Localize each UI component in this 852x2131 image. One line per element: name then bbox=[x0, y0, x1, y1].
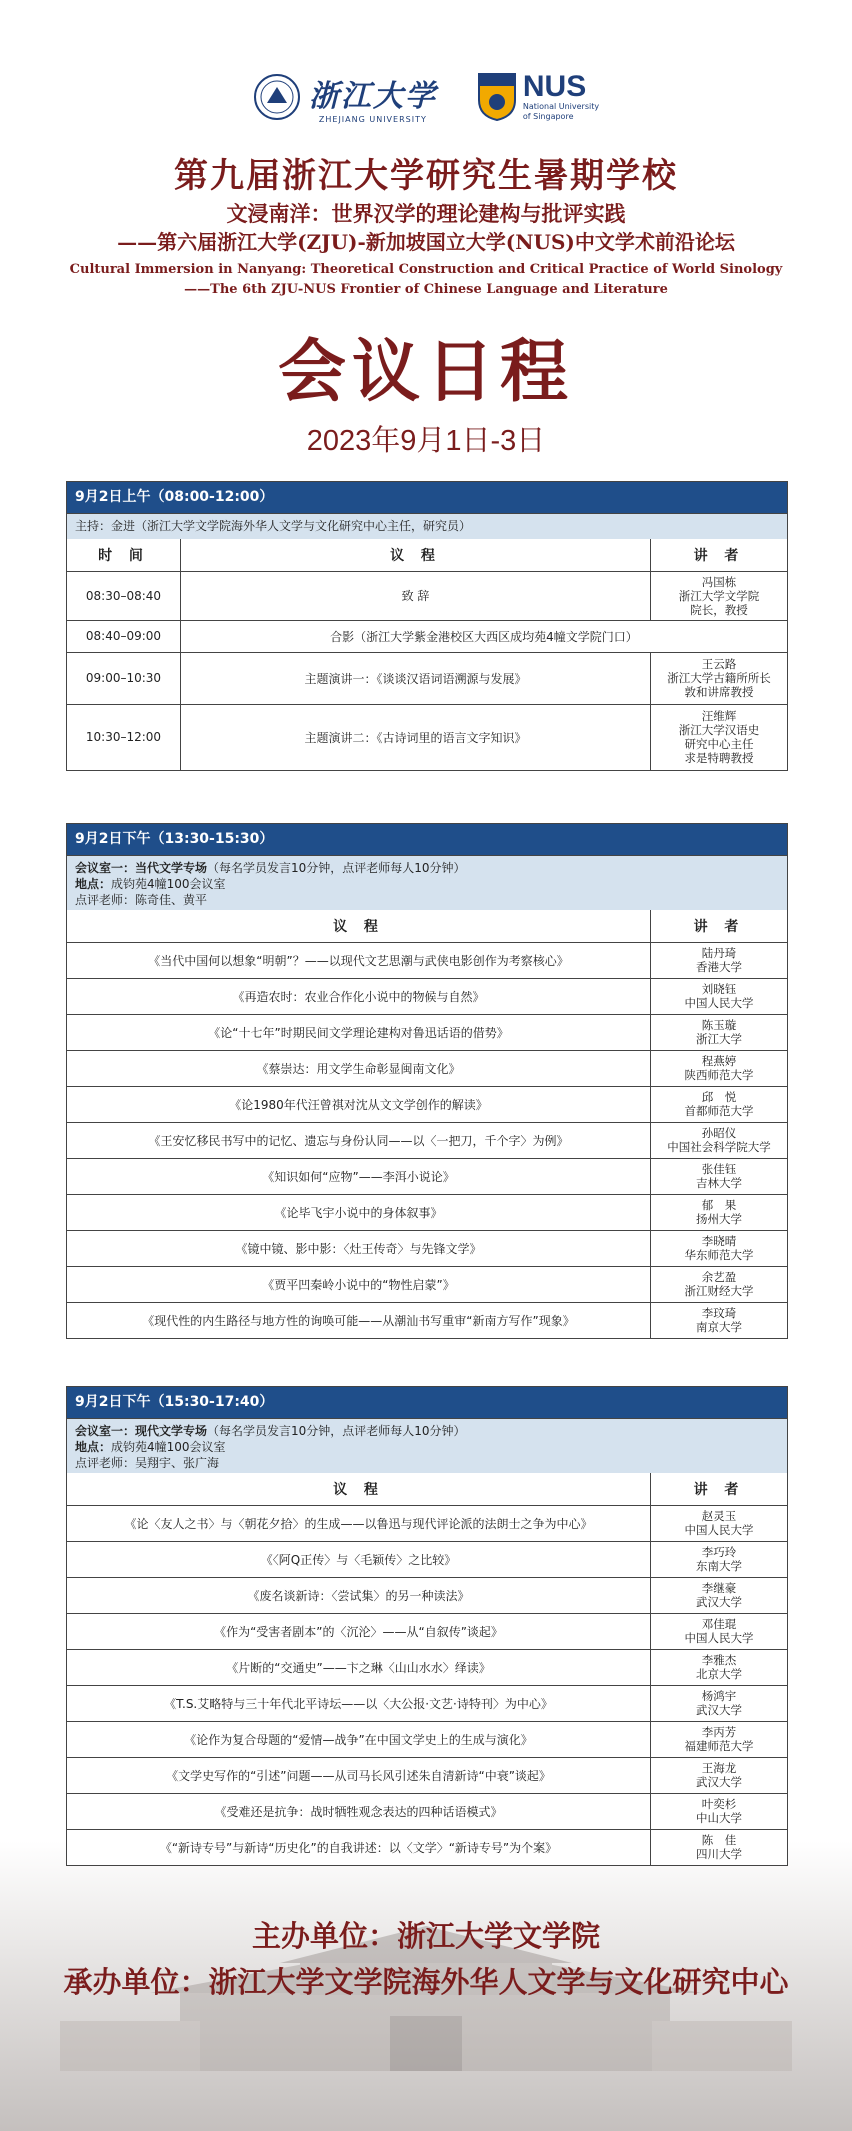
table-row bbox=[67, 1158, 787, 1194]
subtitle-theme: 文浸南洋：世界汉学的理论建构与批评实践 bbox=[226, 201, 626, 226]
session-header: 9月2日下午（15:30-17:40） bbox=[67, 1387, 787, 1418]
row-speaker bbox=[651, 1158, 788, 1194]
row-speaker bbox=[651, 1505, 788, 1541]
row-agenda: 《片断的“交通史”——卞之琳〈山山水水〉绎读》 bbox=[67, 1649, 651, 1685]
row-agenda: 《知识如何“应物”——李洱小说论》 bbox=[67, 1158, 651, 1194]
speaker-affiliation: 陕西师范大学 bbox=[684, 1068, 754, 1082]
table-row bbox=[67, 1014, 787, 1050]
speaker-name: 刘晓钰 bbox=[701, 982, 737, 996]
col-agenda: 议 程 bbox=[67, 1473, 651, 1505]
place: 成钧苑4幢100会议室 bbox=[111, 877, 226, 891]
row-speaker bbox=[651, 1829, 788, 1865]
row-time: 08:30–08:40 bbox=[67, 571, 181, 620]
nus-subtitle-1: National University bbox=[522, 102, 600, 111]
subtitle-forum: ——第六届浙江大学(ZJU)-新加坡国立大学(NUS)中文学术前沿论坛 bbox=[117, 230, 735, 254]
table-row bbox=[67, 1757, 787, 1793]
nus-logo bbox=[477, 72, 599, 122]
session-info bbox=[67, 855, 787, 910]
speaker-name: 李玟琦 bbox=[701, 1306, 737, 1321]
speaker-name: 李雅杰 bbox=[701, 1653, 737, 1667]
speaker-name: 冯国栋 bbox=[701, 574, 737, 589]
speaker-affiliation: 浙江大学汉语史 bbox=[678, 723, 760, 738]
subtitle-en-theme: Cultural Immersion in Nanyang: Theoretical Construction and Critical Practice of World Sinology bbox=[69, 262, 783, 277]
speaker-affiliation: 北京大学 bbox=[696, 1667, 742, 1681]
reviewers: 点评老师：陈奇佳、黄平 bbox=[75, 893, 208, 907]
speaker-name: 李晓晴 bbox=[701, 1234, 737, 1248]
table-header-row bbox=[67, 539, 787, 571]
row-agenda: 《受难还是抗争：战时牺牲观念表达的四种话语模式》 bbox=[67, 1793, 651, 1829]
speaker-affiliation: 南京大学 bbox=[696, 1320, 742, 1335]
speaker-affiliation: 福建师范大学 bbox=[684, 1739, 754, 1753]
table-row bbox=[67, 1050, 787, 1086]
table-row bbox=[67, 1829, 787, 1865]
session-header: 9月2日下午（13:30-15:30） bbox=[67, 824, 787, 855]
page-title: 第九届浙江大学研究生暑期学校 bbox=[174, 156, 678, 196]
table-row bbox=[67, 1505, 787, 1541]
table-row bbox=[67, 1302, 787, 1338]
table-header-row bbox=[67, 1473, 787, 1505]
speaker-affiliation: 吉林大学 bbox=[696, 1176, 742, 1190]
speaker-name: 郁 果 bbox=[701, 1198, 737, 1212]
row-agenda: 《论毕飞宇小说中的身体叙事》 bbox=[67, 1194, 651, 1230]
speaker-affiliation: 浙江财经大学 bbox=[684, 1284, 754, 1298]
speaker-name: 陆丹琦 bbox=[701, 946, 737, 960]
table-row bbox=[67, 620, 787, 652]
room-label: 会议室一：当代文学专场 bbox=[75, 861, 208, 875]
session-host: 主持：金进（浙江大学文学院海外华人文学与文化研究中心主任，研究员） bbox=[67, 513, 787, 539]
table-row bbox=[67, 1649, 787, 1685]
zju-emblem-icon bbox=[253, 73, 301, 121]
speaker-affiliation: 武汉大学 bbox=[696, 1595, 742, 1609]
speaker-name: 赵灵玉 bbox=[701, 1509, 737, 1523]
table-row bbox=[67, 1194, 787, 1230]
row-agenda: 《论作为复合母题的“爱情—战争”在中国文学史上的生成与演化》 bbox=[67, 1721, 651, 1757]
speaker-name: 邱 悦 bbox=[701, 1090, 737, 1104]
host-unit: 承办单位：浙江大学文学院海外华人文学与文化研究中心 bbox=[63, 1965, 789, 1999]
speaker-name: 李继豪 bbox=[701, 1581, 737, 1595]
row-speaker bbox=[651, 1230, 788, 1266]
row-speaker bbox=[651, 1793, 788, 1829]
speaker-affiliation: 香港大学 bbox=[696, 960, 742, 974]
table-row bbox=[67, 1266, 787, 1302]
row-time: 08:40–09:00 bbox=[67, 620, 181, 652]
row-agenda: 主题演讲二：《古诗词里的语言文字知识》 bbox=[181, 704, 651, 770]
row-agenda: 《“新诗专号”与新诗“历史化”的自我讲述：以〈文学〉“新诗专号”为个案》 bbox=[67, 1829, 651, 1865]
row-agenda: 《论“十七年”时期民间文学理论建构对鲁迅话语的借势》 bbox=[67, 1014, 651, 1050]
speaker-name: 孙昭仪 bbox=[701, 1126, 737, 1140]
speaker-name: 汪维辉 bbox=[701, 709, 737, 724]
place: 成钧苑4幢100会议室 bbox=[111, 1440, 226, 1454]
zju-logo bbox=[253, 71, 437, 124]
speaker-name: 王海龙 bbox=[701, 1761, 737, 1775]
row-agenda: 《蔡崇达：用文学生命彰显闽南文化》 bbox=[67, 1050, 651, 1086]
table-row bbox=[67, 704, 787, 770]
row-speaker bbox=[651, 1613, 788, 1649]
agenda-heading: 会议日程 bbox=[277, 332, 574, 412]
row-time: 09:00–10:30 bbox=[67, 652, 181, 704]
speaker-name: 王云路 bbox=[701, 657, 737, 671]
row-agenda: 《废名谈新诗：〈尝试集〉的另一种读法》 bbox=[67, 1577, 651, 1613]
table-row bbox=[67, 942, 787, 978]
row-agenda: 《镜中镜、影中影：〈灶王传奇〉与先锋文学》 bbox=[67, 1230, 651, 1266]
session-morning bbox=[66, 481, 788, 771]
row-speaker bbox=[651, 704, 788, 770]
row-agenda: 《当代中国何以想象“明朝”？——以现代文艺思潮与武侠电影创作为考察核心》 bbox=[67, 942, 651, 978]
speaker-affiliation: 武汉大学 bbox=[696, 1703, 742, 1717]
row-agenda: 《文学史写作的“引述”问题——从司马长风引述朱自清新诗“中衰”谈起》 bbox=[67, 1757, 651, 1793]
speaker-affiliation: 扬州大学 bbox=[696, 1212, 742, 1226]
table-row bbox=[67, 1577, 787, 1613]
row-speaker bbox=[651, 1266, 788, 1302]
speaker-affiliation: 华东师范大学 bbox=[684, 1248, 754, 1262]
speaker-affiliation: 中国人民大学 bbox=[684, 1631, 754, 1645]
place-label: 地点： bbox=[75, 877, 112, 891]
nus-subtitle-2: of Singapore bbox=[522, 112, 574, 121]
event-date: 2023年9月1日-3日 bbox=[306, 425, 546, 457]
row-agenda: 《贾平凹秦岭小说中的“物性启蒙”》 bbox=[67, 1266, 651, 1302]
row-agenda: 主题演讲一：《谈谈汉语词语溯源与发展》 bbox=[181, 652, 651, 704]
row-speaker bbox=[651, 978, 788, 1014]
table-row bbox=[67, 652, 787, 704]
row-agenda: 《T.S.艾略特与三十年代北平诗坛——以〈大公报·文艺·诗特刊〉为中心》 bbox=[67, 1685, 651, 1721]
speaker-affiliation: 首都师范大学 bbox=[684, 1104, 754, 1118]
speaker-name: 邓佳琨 bbox=[701, 1617, 737, 1631]
table-header-row bbox=[67, 910, 787, 942]
col-agenda: 议 程 bbox=[67, 910, 651, 942]
row-agenda: 《〈阿Q正传〉与〈毛颖传〉之比较》 bbox=[67, 1541, 651, 1577]
table-row bbox=[67, 571, 787, 620]
nus-crest-icon bbox=[477, 72, 517, 122]
speaker-affiliation: 四川大学 bbox=[696, 1847, 742, 1862]
table-row bbox=[67, 1086, 787, 1122]
session-table bbox=[67, 539, 787, 770]
row-agenda: 《现代性的内生路径与地方性的询唤可能——从潮汕书写重审“新南方写作”现象》 bbox=[67, 1302, 651, 1338]
room-note: （每名学员发言10分钟，点评老师每人10分钟） bbox=[207, 861, 466, 875]
speaker-affiliation: 浙江大学文学院 bbox=[678, 588, 760, 603]
row-speaker bbox=[651, 571, 788, 620]
row-agenda: 《论〈友人之书〉与〈朝花夕拾〉的生成——以鲁迅与现代评论派的法朗士之争为中心》 bbox=[67, 1505, 651, 1541]
row-agenda: 致 辞 bbox=[181, 571, 651, 620]
table-row bbox=[67, 978, 787, 1014]
speaker-title: 求是特聘教授 bbox=[684, 751, 754, 766]
row-speaker bbox=[651, 1541, 788, 1577]
row-agenda: 《作为“受害者剧本”的〈沉沦〉——从“自叙传”谈起》 bbox=[67, 1613, 651, 1649]
row-time: 10:30–12:00 bbox=[67, 704, 181, 770]
table-row bbox=[67, 1685, 787, 1721]
speaker-name: 张佳钰 bbox=[701, 1162, 737, 1176]
session-afternoon-2 bbox=[66, 1386, 788, 1866]
session-header: 9月2日上午（08:00-12:00） bbox=[67, 482, 787, 513]
speaker-name: 陈玉璇 bbox=[701, 1018, 737, 1032]
row-speaker bbox=[651, 1577, 788, 1613]
table-row bbox=[67, 1122, 787, 1158]
speaker-name: 李丙芳 bbox=[701, 1725, 737, 1739]
speaker-title: 研究中心主任 bbox=[684, 737, 754, 752]
row-speaker bbox=[651, 652, 788, 704]
speaker-affiliation: 浙江大学古籍所所长 bbox=[667, 671, 771, 685]
col-speaker: 讲 者 bbox=[651, 1473, 788, 1505]
speaker-affiliation: 武汉大学 bbox=[696, 1775, 742, 1789]
table-row bbox=[67, 1541, 787, 1577]
row-agenda: 合影（浙江大学紫金港校区大西区成均苑4幢文学院门口） bbox=[181, 620, 788, 652]
col-agenda: 议 程 bbox=[181, 539, 651, 571]
nus-name: NUS bbox=[522, 70, 587, 103]
col-speaker: 讲 者 bbox=[651, 539, 788, 571]
col-time: 时 间 bbox=[67, 539, 181, 571]
speaker-affiliation: 浙江大学 bbox=[696, 1032, 742, 1046]
row-speaker bbox=[651, 1014, 788, 1050]
room-label: 会议室一：现代文学专场 bbox=[75, 1424, 208, 1438]
speaker-affiliation: 东南大学 bbox=[696, 1559, 742, 1573]
session-info bbox=[67, 1418, 787, 1473]
organizer: 主办单位：浙江大学文学院 bbox=[251, 1919, 600, 1953]
session-table bbox=[67, 910, 787, 1338]
speaker-affiliation: 中山大学 bbox=[696, 1811, 742, 1825]
row-speaker bbox=[651, 1757, 788, 1793]
speaker-name: 陈 佳 bbox=[701, 1833, 737, 1848]
row-speaker bbox=[651, 1194, 788, 1230]
speaker-name: 杨鸿宇 bbox=[701, 1689, 737, 1703]
speaker-title: 敦和讲席教授 bbox=[684, 685, 754, 699]
row-speaker bbox=[651, 1649, 788, 1685]
table-row bbox=[67, 1793, 787, 1829]
session-afternoon-1 bbox=[66, 823, 788, 1339]
row-speaker bbox=[651, 1721, 788, 1757]
row-agenda: 《王安忆移民书写中的记忆、遗忘与身份认同——以〈一把刀，千个字〉为例》 bbox=[67, 1122, 651, 1158]
col-speaker: 讲 者 bbox=[651, 910, 788, 942]
subtitle-en-forum: ——The 6th ZJU-NUS Frontier of Chinese Language and Literature bbox=[184, 282, 668, 297]
speaker-title: 院长，教授 bbox=[690, 602, 748, 617]
reviewers: 点评老师：吴翔宇、张广海 bbox=[75, 1456, 220, 1470]
zju-name-en: ZHEJIANG UNIVERSITY bbox=[318, 114, 427, 124]
room-note: （每名学员发言10分钟，点评老师每人10分钟） bbox=[207, 1424, 466, 1438]
speaker-name: 程燕婷 bbox=[701, 1054, 737, 1068]
zju-name-cn: 浙江大学 bbox=[308, 78, 437, 114]
row-speaker bbox=[651, 1302, 788, 1338]
row-agenda: 《再造农时：农业合作化小说中的物候与自然》 bbox=[67, 978, 651, 1014]
session-table bbox=[67, 1473, 787, 1865]
row-speaker bbox=[651, 1122, 788, 1158]
row-speaker bbox=[651, 1050, 788, 1086]
speaker-name: 叶奕杉 bbox=[701, 1797, 737, 1811]
place-label: 地点： bbox=[75, 1440, 112, 1454]
table-row bbox=[67, 1230, 787, 1266]
speaker-affiliation: 中国人民大学 bbox=[684, 1523, 754, 1537]
row-speaker bbox=[651, 1086, 788, 1122]
speaker-name: 余艺盈 bbox=[701, 1270, 737, 1284]
row-speaker bbox=[651, 942, 788, 978]
table-row bbox=[67, 1721, 787, 1757]
row-speaker bbox=[651, 1685, 788, 1721]
row-agenda: 《论1980年代汪曾祺对沈从文文学创作的解读》 bbox=[67, 1086, 651, 1122]
logo-bar bbox=[0, 62, 852, 132]
speaker-affiliation: 中国社会科学院大学 bbox=[667, 1140, 771, 1154]
table-row bbox=[67, 1613, 787, 1649]
speaker-affiliation: 中国人民大学 bbox=[684, 996, 754, 1010]
speaker-name: 李巧玲 bbox=[701, 1545, 737, 1559]
